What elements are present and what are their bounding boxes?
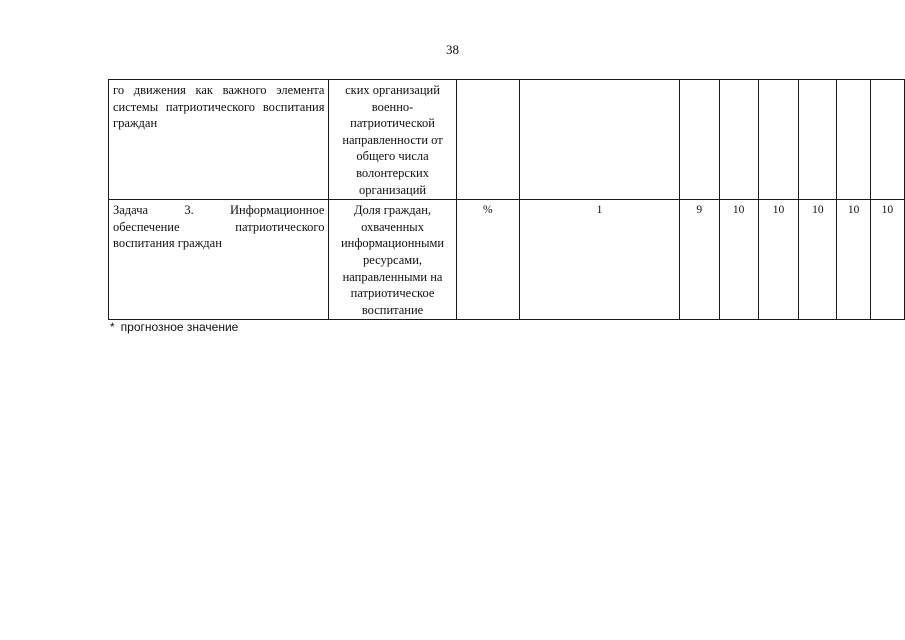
year-value-cell: 9 [679, 200, 719, 320]
task-name-cell: го движения как важного элемента системы патриотического воспитания граждан [109, 80, 329, 200]
indicator-cell: ских организаций военно-патриотической направленности от общего числа волонтерских организаций [329, 80, 456, 200]
indicator-cell: Доля граждан, охваченных информационными ресурсами, направленными на патриотическое воспитание [329, 200, 456, 320]
year-value-cell: 10 [837, 200, 870, 320]
year-value-cell [719, 80, 758, 200]
year-value-cell [870, 80, 904, 200]
year-value-cell [758, 80, 799, 200]
table-row [109, 80, 905, 200]
indicators-table [108, 79, 905, 320]
base-value-cell: 1 [520, 200, 680, 320]
footnote-marker: * [110, 320, 115, 334]
base-value-cell [520, 80, 680, 200]
year-value-cell [679, 80, 719, 200]
year-value-cell: 10 [758, 200, 799, 320]
footnote-text: прогнозное значение [120, 320, 239, 334]
footnote [110, 320, 238, 334]
year-value-cell [799, 80, 837, 200]
year-value-cell: 10 [719, 200, 758, 320]
year-value-cell: 10 [870, 200, 904, 320]
unit-cell [456, 80, 519, 200]
unit-cell: % [456, 200, 519, 320]
task-name-cell: Задача 3. Информационное обеспечение патриотического воспитания граждан [109, 200, 329, 320]
page-number: 38 [446, 42, 459, 57]
year-value-cell [837, 80, 870, 200]
table-row [109, 200, 905, 320]
year-value-cell: 10 [799, 200, 837, 320]
